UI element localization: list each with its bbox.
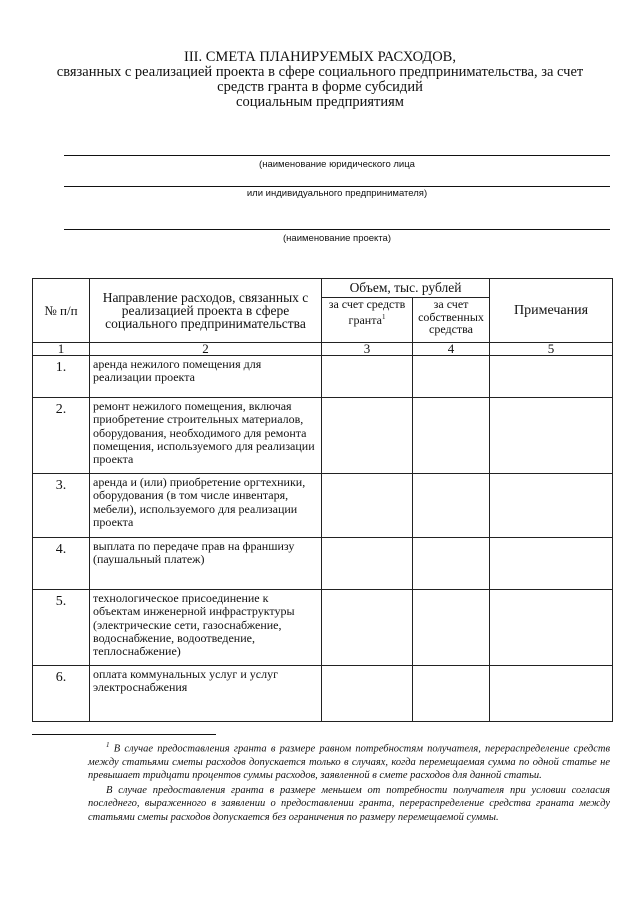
grant-footnote-marker: 1 bbox=[381, 312, 386, 321]
notes-cell[interactable] bbox=[490, 398, 613, 474]
grant-amount-cell[interactable] bbox=[322, 590, 413, 666]
notes-cell[interactable] bbox=[490, 538, 613, 590]
row-direction: выплата по передаче прав на франшизу (паушальный платеж) bbox=[90, 538, 322, 590]
own-amount-cell[interactable] bbox=[413, 356, 490, 398]
index-cell: 1 bbox=[33, 343, 90, 356]
header-notes: Примечания bbox=[490, 279, 613, 343]
document-title bbox=[40, 50, 600, 110]
header-volume: Объем, тыс. рублей bbox=[322, 279, 490, 298]
grant-amount-cell[interactable] bbox=[322, 356, 413, 398]
notes-cell[interactable] bbox=[490, 666, 613, 722]
grant-amount-cell[interactable] bbox=[322, 398, 413, 474]
entrepreneur-field bbox=[64, 186, 610, 199]
header-grant-funds-text: за счет средств гранта bbox=[328, 297, 406, 327]
legal-entity-line bbox=[64, 155, 610, 156]
estimate-table bbox=[32, 278, 613, 722]
own-amount-cell[interactable] bbox=[413, 474, 490, 538]
table-header-row bbox=[33, 279, 613, 298]
table-row bbox=[33, 356, 613, 398]
footnote-1-text: В случае предоставления гранта в размере равном потребностям получателя, перераспределение средств между статьями сметы расходов допускается только в случаях, когда перемещаемая сумма по одной статье не превышает тридцати процентов суммы расходов, заявленной в смете расходов для данной статьи. bbox=[88, 743, 611, 782]
project-name-line bbox=[64, 229, 610, 230]
row-number: 2. bbox=[33, 398, 90, 474]
entrepreneur-caption: или индивидуального предпринимателя) bbox=[246, 188, 428, 199]
row-direction: технологическое присоединение к объектам инженерной инфраструктуры (электрические сети, газоснабжение, водоснабжение, водоотведение, теплоснабжение) bbox=[90, 590, 322, 666]
notes-cell[interactable] bbox=[490, 474, 613, 538]
own-amount-cell[interactable] bbox=[413, 590, 490, 666]
title-line-4: социальным предприятиям bbox=[236, 94, 404, 110]
row-number: 5. bbox=[33, 590, 90, 666]
table-row bbox=[33, 474, 613, 538]
grant-amount-cell[interactable] bbox=[322, 666, 413, 722]
index-cell: 5 bbox=[490, 343, 613, 356]
table-row bbox=[33, 590, 613, 666]
title-line-2: связанных с реализацией проекта в сфере социального предпринимательства, за счет bbox=[56, 64, 584, 80]
footnote-2: В случае предоставления гранта в размере меньшем от потребности получателя при условии согласия последнего, выраженного в заявлении о предоставлении гранта, перераспределение средства граната между статьями сметы расходов допускается без ограничения по размеру перемещаемой суммы. bbox=[88, 784, 610, 823]
header-grant-funds bbox=[322, 298, 413, 343]
project-name-caption: (наименование проекта) bbox=[283, 233, 391, 244]
notes-cell[interactable] bbox=[490, 590, 613, 666]
legal-entity-field bbox=[64, 155, 610, 170]
header-num: № п/п bbox=[33, 279, 90, 343]
project-name-field bbox=[64, 229, 610, 244]
row-direction: оплата коммунальных услуг и услуг электроснабжения bbox=[90, 666, 322, 722]
table-row bbox=[33, 398, 613, 474]
grant-amount-cell[interactable] bbox=[322, 474, 413, 538]
row-direction: аренда и (или) приобретение оргтехники, оборудования (в том числе инвентаря, мебели), используемого для реализации проекта bbox=[90, 474, 322, 538]
row-number: 6. bbox=[33, 666, 90, 722]
row-number: 1. bbox=[33, 356, 90, 398]
footnotes bbox=[88, 739, 610, 824]
entrepreneur-line bbox=[64, 186, 610, 187]
table-index-row bbox=[33, 343, 613, 356]
row-direction: ремонт нежилого помещения, включая приобретение строительных материалов, оборудования, необходимого для ремонта помещения, используемого для реализации проекта bbox=[90, 398, 322, 474]
own-amount-cell[interactable] bbox=[413, 666, 490, 722]
header-direction: Направление расходов, связанных с реализацией проекта в сфере социального предпринимательства bbox=[90, 279, 322, 343]
index-cell: 3 bbox=[322, 343, 413, 356]
notes-cell[interactable] bbox=[490, 356, 613, 398]
grant-amount-cell[interactable] bbox=[322, 538, 413, 590]
legal-entity-caption: (наименование юридического лица bbox=[259, 159, 415, 170]
index-cell: 2 bbox=[90, 343, 322, 356]
row-direction: аренда нежилого помещения для реализации проекта bbox=[90, 356, 322, 398]
title-line-1: III. СМЕТА ПЛАНИРУЕМЫХ РАСХОДОВ, bbox=[184, 49, 456, 65]
header-own-funds: за счет собственных средства bbox=[413, 298, 490, 343]
title-line-3: средств гранта в форме субсидий bbox=[217, 79, 423, 95]
footnote-1 bbox=[88, 739, 610, 783]
table-row bbox=[33, 666, 613, 722]
row-number: 3. bbox=[33, 474, 90, 538]
footnote-marker: 1 bbox=[106, 741, 110, 749]
footnote-separator bbox=[32, 734, 216, 735]
own-amount-cell[interactable] bbox=[413, 538, 490, 590]
row-number: 4. bbox=[33, 538, 90, 590]
index-cell: 4 bbox=[413, 343, 490, 356]
own-amount-cell[interactable] bbox=[413, 398, 490, 474]
table-row bbox=[33, 538, 613, 590]
